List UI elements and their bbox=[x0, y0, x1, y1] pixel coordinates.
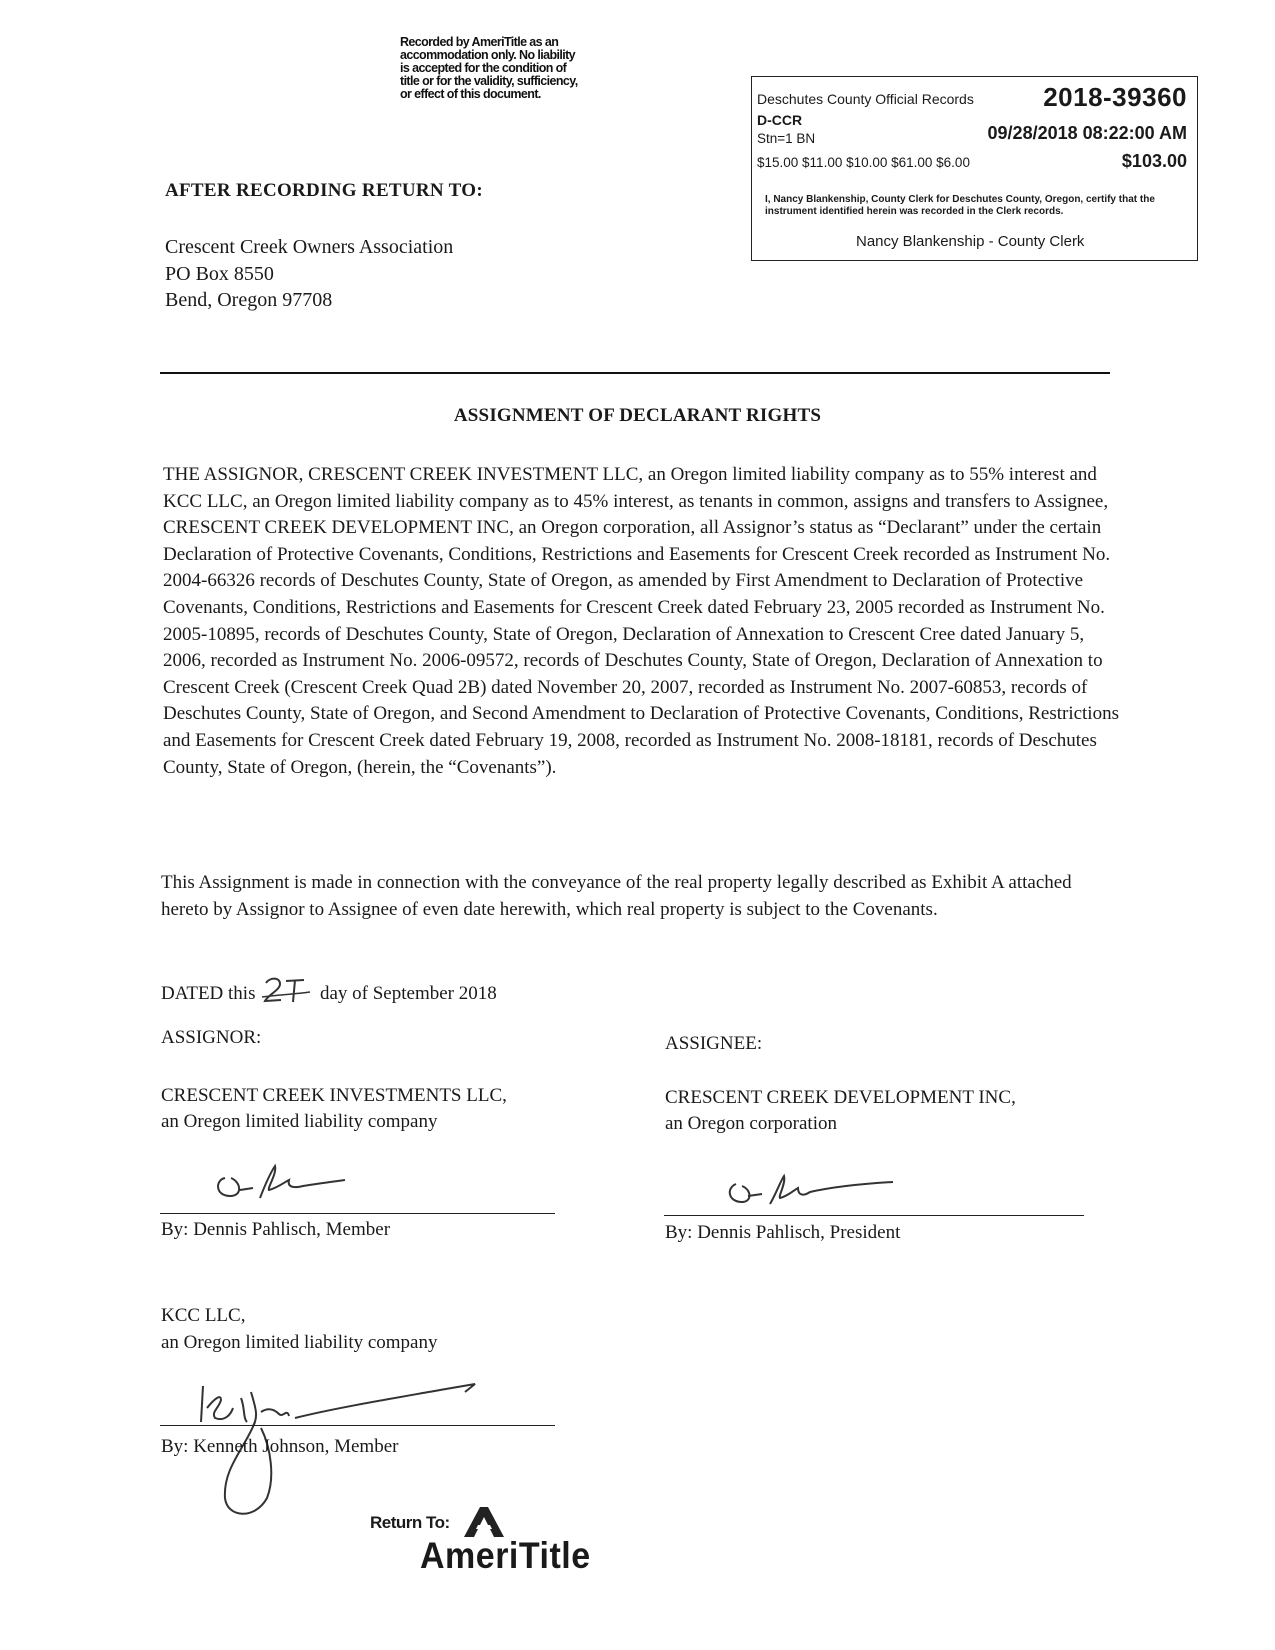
county-records-label: Deschutes County Official Records bbox=[757, 91, 974, 107]
address-line: Bend, Oregon 97708 bbox=[165, 289, 333, 311]
recording-disclaimer-stamp bbox=[400, 36, 640, 101]
assignor-entity-type: an Oregon limited liability company bbox=[161, 1111, 438, 1132]
address-line: PO Box 8550 bbox=[165, 262, 274, 285]
kcc-signer: By: Kenneth Johnson, Member bbox=[161, 1436, 399, 1457]
address-line: Crescent Creek Owners Association bbox=[165, 236, 454, 258]
assignee-signature-icon bbox=[718, 1170, 898, 1215]
stamp-line: title or for the validity, sufficiency, bbox=[400, 74, 578, 88]
station-code: Stn=1 BN bbox=[757, 131, 816, 146]
stamp-line: or effect of this document. bbox=[400, 87, 541, 101]
assignor-signer: By: Dennis Pahlisch, Member bbox=[161, 1219, 391, 1240]
assignee-label: ASSIGNEE: bbox=[665, 1033, 763, 1054]
return-to-label: Return To: bbox=[370, 1513, 450, 1532]
dated-line bbox=[161, 975, 497, 1005]
dated-suffix: day of September 2018 bbox=[319, 983, 497, 1004]
return-to-heading: AFTER RECORDING RETURN TO: bbox=[165, 180, 483, 201]
assignee-signature-line bbox=[664, 1215, 1084, 1216]
document-title: ASSIGNMENT OF DECLARANT RIGHTS bbox=[453, 405, 822, 426]
document-type: D-CCR bbox=[757, 112, 803, 128]
clerk-name: Nancy Blankenship - County Clerk bbox=[856, 233, 1085, 250]
stamp-line: is accepted for the condition of bbox=[400, 61, 567, 75]
horizontal-rule bbox=[160, 372, 1110, 374]
recording-datetime: 09/28/2018 08:22:00 AM bbox=[987, 123, 1187, 143]
kcc-entity: KCC LLC, bbox=[161, 1305, 246, 1326]
assignor-label: ASSIGNOR: bbox=[161, 1027, 262, 1048]
assignee-entity-type: an Oregon corporation bbox=[665, 1113, 837, 1134]
amerititle-mountain-icon bbox=[462, 1505, 506, 1539]
assignor-signature-icon bbox=[205, 1160, 365, 1210]
clerk-certification: I, Nancy Blankenship, County Clerk for Deschutes County, Oregon, certify that the instrument identified herein was recorded in the Clerk records. bbox=[765, 194, 1155, 217]
assignee-entity: CRESCENT CREEK DEVELOPMENT INC, bbox=[665, 1087, 1016, 1108]
assignor-signature-line bbox=[160, 1213, 555, 1214]
record-number: 2018-39360 bbox=[1043, 82, 1187, 112]
recording-fees: $15.00 $11.00 $10.00 $61.00 $6.00 bbox=[757, 155, 970, 170]
recording-total: $103.00 bbox=[1121, 151, 1187, 171]
kcc-signature-line bbox=[160, 1425, 555, 1426]
body-paragraph-2: This Assignment is made in connection with the conveyance of the real property legally described as Exhibit A attached hereto by Assignor to Assignee of even date herewith, which real property is subject to the Covenants. bbox=[161, 872, 1072, 920]
kcc-entity-type: an Oregon limited liability company bbox=[161, 1332, 438, 1353]
amerititle-brand: AmeriTitle bbox=[420, 1535, 591, 1577]
body-paragraph-1: THE ASSIGNOR, CRESCENT CREEK INVESTMENT LLC, an Oregon limited liability company as to 55% interest and KCC LLC, an Oregon limited liability company as to 45% interest, as tenants in common, assigns and transfers to Assignee, CRESCENT CREEK DEVELOPMENT INC, an Oregon corporation, all Assignor’s status as “Declarant” under the certain Declaration of Protective Covenants, Conditions, Restrictions and Easements for Crescent Creek recorded as Instrument No. 2004-66326 records of Deschutes County, State of Oregon, as amended by First Amendment to Declaration of Protective Covenants, Conditions, Restrictions and Easements for Crescent Creek dated February 23, 2005 recorded as Instrument No. 2005-10895, records of Deschutes County, State of Oregon, Declaration of Annexation to Crescent Cree dated January 5, 2006, recorded as Instrument No. 2006-09572, records of Deschutes County, State of Oregon, Declaration of Annexation to Crescent Creek (Crescent Creek Quad 2B) dated November 20, 2007, recorded as Instrument No. 2007-60853, records of Deschutes County, State of Oregon, and Second Amendment to Declaration of Protective Covenants, Conditions, Restrictions and Easements for Crescent Creek dated February 19, 2008, recorded as Instrument No. 2008-18181, records of Deschutes County, State of Oregon, (herein, the “Covenants”). bbox=[163, 464, 1119, 778]
assignor-entity: CRESCENT CREEK INVESTMENTS LLC, bbox=[161, 1085, 507, 1106]
dated-prefix: DATED this bbox=[161, 983, 256, 1004]
recording-info-box bbox=[751, 76, 1198, 261]
assignee-signer: By: Dennis Pahlisch, President bbox=[665, 1222, 901, 1243]
stamp-line: Recorded by AmeriTitle as an bbox=[400, 35, 559, 49]
stamp-line: accommodation only. No liability bbox=[400, 48, 576, 62]
return-address bbox=[165, 234, 453, 314]
dated-day-handwritten bbox=[260, 975, 315, 1005]
